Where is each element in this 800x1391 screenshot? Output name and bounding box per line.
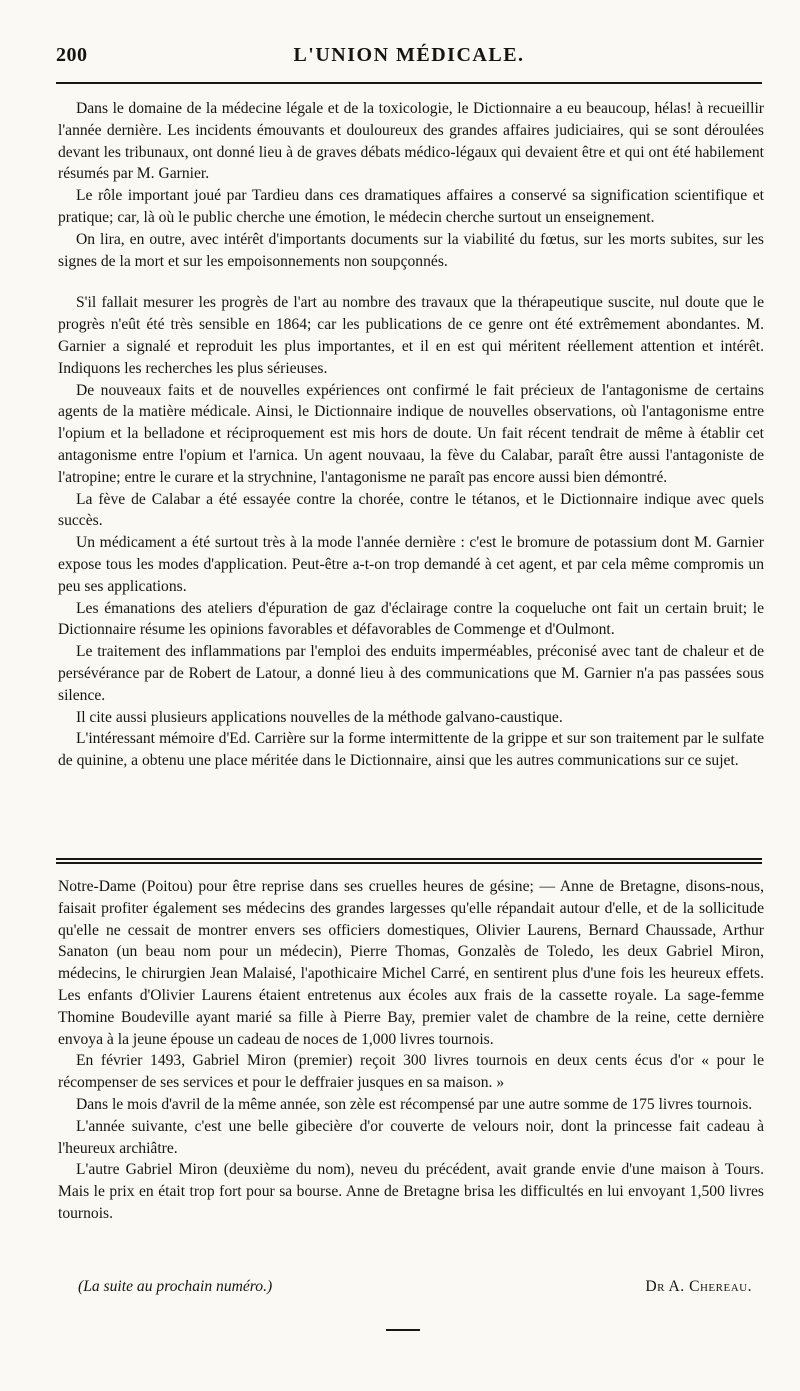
feuilleton-paragraph: Notre-Dame (Poitou) pour être reprise dans ses cruelles heures de gésine; — Anne de Bretagne, disons-nous, faisait profiter également ses médecins des grandes largesses qu'elle répandait autour d'elle, et de la sollicitude qu'elle ne cessait de montrer envers ses officiers domestiques, Olivier Laurens, Bernard Chaussade, Arthur Sanaton (un beau nom pour un médecin), Pierre Thomas, Gonzalès de Toledo, les deux Gabriel Miron, médecins, le chirurgien Jean Malaisé, l'apothicaire Michel Carré, en sentirent plus d'une fois les heureux effets. Les enfants d'Olivier Laurens étaient entretenus aux écoles aux frais de la cassette royale. La sage-femme Thomine Boudeville ayant marié sa fille à Pierre Bay, premier valet de chambre de la reine, cette dernière envoya à la jeune épouse un cadeau de noces de 1,000 livres tournois. bbox=[58, 878, 764, 1048]
end-rule bbox=[386, 1329, 420, 1331]
feuilleton-paragraph: Dans le mois d'avril de la même année, son zèle est récompensé par une autre somme de 175 livres tournois. bbox=[76, 1095, 753, 1113]
feuilleton-divider bbox=[56, 858, 762, 864]
feuilleton-paragraph: L'autre Gabriel Miron (deuxième du nom), neveu du précédent, avait grande envie d'une maison à Tours. Mais le prix en était trop fort pour sa bourse. Anne de Bretagne brisa les difficultés en lui envoyant 1,500 livres tournois. bbox=[58, 1161, 764, 1222]
top-article bbox=[58, 98, 764, 772]
feuilleton-section bbox=[58, 876, 764, 1225]
continuation-note: (La suite au prochain numéro.) bbox=[78, 1278, 273, 1295]
page-number: 200 bbox=[56, 44, 88, 66]
feuilleton-paragraph: L'année suivante, c'est une belle gibecière d'or couverte de velours noir, dont la princesse fait cadeau à l'heureux archiâtre. bbox=[58, 1117, 764, 1157]
article-paragraph: Il cite aussi plusieurs applications nouvelles de la méthode galvano-caustique. bbox=[76, 708, 563, 726]
page-header bbox=[56, 44, 762, 78]
article-paragraph: La fève de Calabar a été essayée contre la chorée, contre le tétanos, et le Dictionnaire indique avec quels succès. bbox=[58, 490, 764, 530]
article-paragraph: Le rôle important joué par Tardieu dans ces dramatiques affaires a conservé sa signification scientifique et pratique; car, là où le public cherche une émotion, le médecin cherche surtout un enseignement. bbox=[58, 187, 764, 226]
article-paragraph: On lira, en outre, avec intérêt d'importants documents sur la viabilité du fœtus, sur les morts subites, sur les signes de la mort et sur les empoisonnements non soupçonnés. bbox=[58, 230, 764, 270]
header-rule bbox=[56, 82, 762, 84]
article-paragraph: Dans le domaine de la médecine légale et de la toxicologie, le Dictionnaire a eu beaucoup, hélas! à recueillir l'année dernière. Les incidents émouvants et douloureux des grandes affaires judiciaires, qui se sont déroulées devant les tribunaux, ont donné lieu à de graves débats médico-légaux qui devaient être et qui ont été habilement résumés par M. Garnier. bbox=[58, 100, 764, 183]
journal-title: L'UNION MÉDICALE. bbox=[293, 44, 525, 66]
article-paragraph: L'intéressant mémoire d'Ed. Carrière sur la forme intermittente de la grippe et sur son traitement par le sulfate de quinine, a obtenu une place méritée dans le Dictionnaire, ainsi que les autres communications sur ce sujet. bbox=[58, 730, 764, 770]
article-paragraph: Le traitement des inflammations par l'emploi des enduits imperméables, préconisé avec tant de chaleur et de persévérance par de Robert de Latour, a donné lieu à des communications que M. Garnier n'a pas passées sous silence. bbox=[58, 643, 764, 704]
article-paragraph: De nouveaux faits et de nouvelles expériences ont confirmé le fait précieux de l'antagonisme de certains agents de la matière médicale. Ainsi, le Dictionnaire indique de nouvelles observations, où l'antagonisme entre l'opium et la belladone et réciproquement est mis hors de doute. Un fait récent tendrait de même à établir cet antagonisme entre l'opium et l'arnica. Un agent nouvaau, la fève du Calabar, paraît être aussi l'antagoniste de l'atropine; entre le curare et la strychnine, l'antagonisme ne paraît pas encore aussi bien démontré. bbox=[58, 381, 764, 486]
article-paragraph: Un médicament a été surtout très à la mode l'année dernière : c'est le bromure de potassium dont M. Garnier expose tous les modes d'application. Peut-être a-t-on trop demandé à cet agent, et par cela même compromis un peu ses applications. bbox=[58, 534, 764, 595]
feuilleton-paragraph: En février 1493, Gabriel Miron (premier) reçoit 300 livres tournois en deux cents écus d'or « pour le récompenser de ses services et pour le deffraier jusques en sa maison. » bbox=[58, 1052, 764, 1092]
author-signature: Dr A. Chereau. bbox=[645, 1278, 752, 1295]
article-paragraph: S'il fallait mesurer les progrès de l'art au nombre des travaux que la thérapeutique suscite, nul doute que le progrès n'eût été très sensible en 1864; car les publications de ce genre ont été extrêmement abondantes. M. Garnier a signalé et reproduit les plus importantes, et il en est qui méritent réellement attention et intérêt. Indiquons les recherches les plus sérieuses. bbox=[58, 294, 764, 377]
article-paragraph: Les émanations des ateliers d'épuration de gaz d'éclairage contre la coqueluche ont fait un certain bruit; le Dictionnaire résume les opinions favorables et défavorables de Commenge et d'Oulmont. bbox=[58, 599, 764, 639]
